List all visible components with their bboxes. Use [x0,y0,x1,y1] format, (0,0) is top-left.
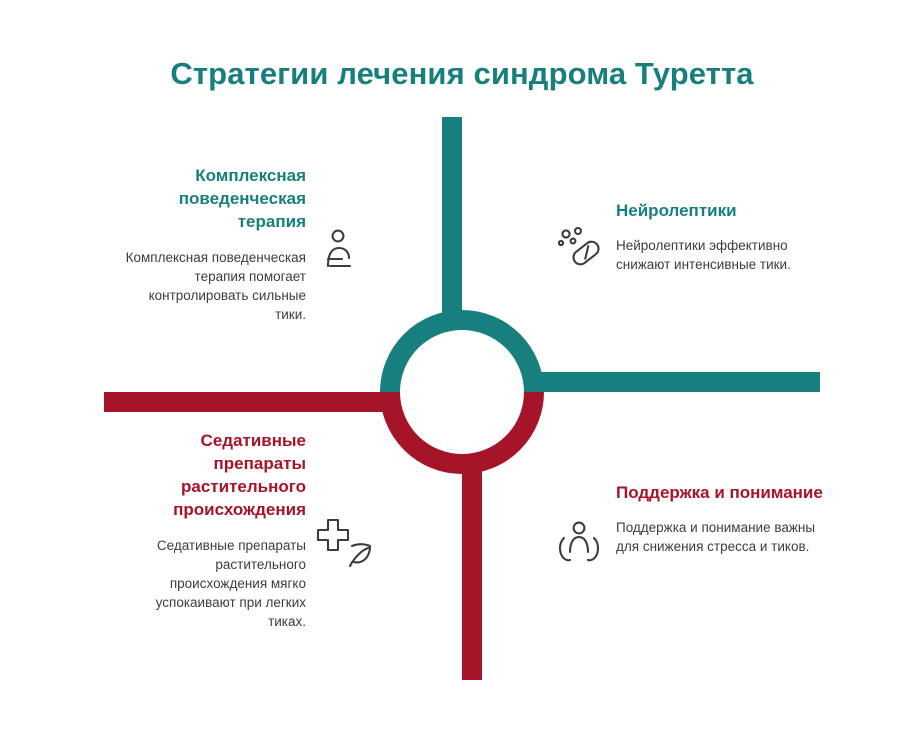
quadrant-bottom-right [616,482,831,556]
quadrant-top-left-heading: Комплексная поведенческая терапия [178,166,306,231]
ring-arc-top-left [390,320,462,392]
quadrant-bottom-right-heading: Поддержка и понимание [616,483,823,502]
quadrant-bottom-left-heading: Седативные препараты растительного происхождения [173,431,306,519]
quadrant-top-right-body: Нейролептики эффективно снижают интенсивные тики. [616,237,791,273]
quadrant-top-right [616,200,831,274]
support-hands-person-icon [560,523,598,561]
quadrant-bottom-right-body: Поддержка и понимание важны для снижения стресса и тиков. [616,519,816,555]
page-title: Стратегии лечения синдрома Туретта [170,56,754,91]
quadrant-top-right-heading: Нейролептики [616,201,737,220]
pills-icon [559,228,601,267]
quadrant-bottom-left-body: Седативные препараты растительного происхождения мягко успокаивают при легких тиках. [155,537,306,630]
herbal-medicine-cross-leaf-icon [318,520,370,566]
ring-arc-top-right [462,320,534,392]
person-behavior-icon [328,231,350,266]
ring-arc-bottom-left [390,392,462,464]
quadrant-bottom-left [120,430,306,632]
quadrant-top-left-body: Комплексная поведенческая терапия помогает контролировать сильные тики. [125,249,306,323]
ring-arc-bottom-right [462,392,534,464]
quadrant-top-left [120,165,306,324]
